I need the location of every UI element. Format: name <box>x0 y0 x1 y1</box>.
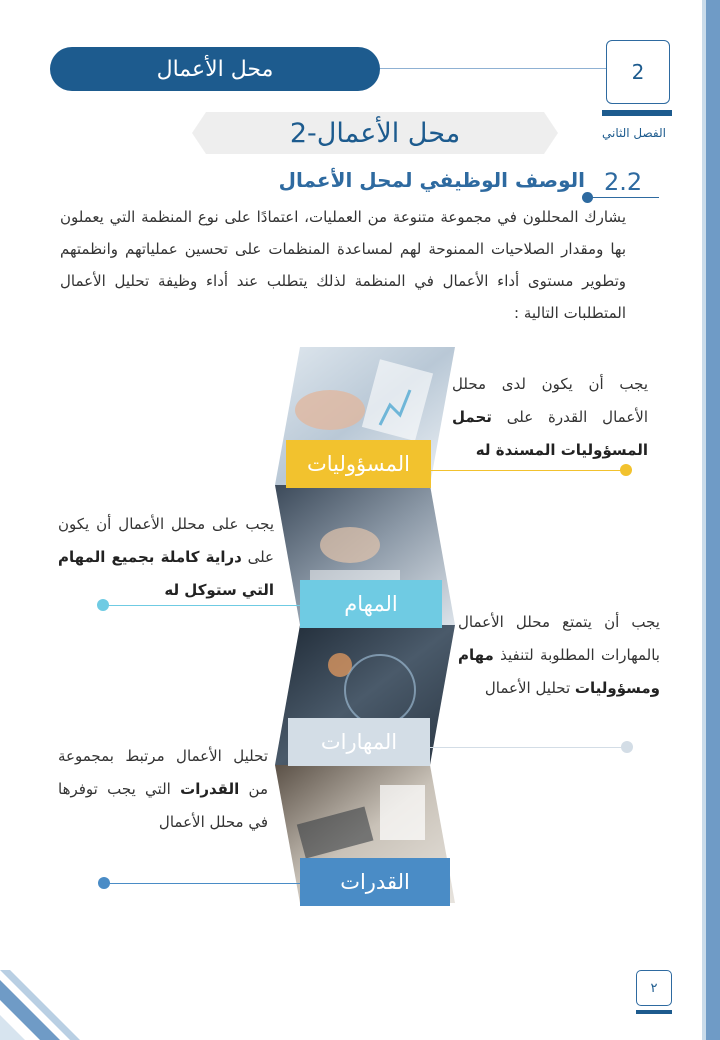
label-abilities <box>300 858 450 906</box>
label-tasks <box>300 580 442 628</box>
page-underline <box>636 1010 672 1014</box>
chapter-number-box <box>606 40 670 104</box>
item-abilities-text <box>58 740 268 839</box>
page-number: ٢ <box>650 980 658 996</box>
chapter-label: الفصل الثاني <box>602 126 666 140</box>
intro-paragraph: يشارك المحللون في مجموعة متنوعة من العمليات، اعتمادًا على نوع المنظمة التي يعملون بها ومقدار الصلاحيات الممنوحة لهم لمساعدة المنظمات على تحسين عملياتهم وانظمتهم وتطوير مستوى أداء الأعمال في المنظمة لذلك يتطلب عند أداء وظيفة تحليل الأعمال المتطلبات التالية : <box>60 208 626 322</box>
text-bold: تحمل المسؤوليات المسندة له <box>452 408 648 459</box>
label-skills-text: المهارات <box>320 730 398 754</box>
text-plain: يجب أن يكون لدى محلل الأعمال القدرة على <box>452 375 648 426</box>
page-number-box <box>636 970 672 1006</box>
text-after: التي يجب توفرها في محلل الأعمال <box>58 780 268 831</box>
item-responsibilities-text <box>452 368 648 467</box>
connector-dot-1 <box>620 464 632 476</box>
connector-line-3 <box>430 747 625 748</box>
chapter-underline <box>602 110 672 116</box>
connector-dot-4 <box>98 877 110 889</box>
text-bold: القدرات <box>180 780 240 798</box>
chapter-title-pill <box>50 47 380 91</box>
connector-line-2 <box>104 605 300 606</box>
subsection-number: 2.2 <box>604 168 643 196</box>
header-line <box>380 68 608 69</box>
label-responsibilities <box>286 440 431 488</box>
label-skills <box>288 718 430 766</box>
connector-line-4 <box>106 883 300 884</box>
connector-dot-3 <box>621 741 633 753</box>
connector-dot-2 <box>97 599 109 611</box>
label-responsibilities-text: المسؤوليات <box>306 452 410 476</box>
text-plain: تحليل الأعمال مرتبط بمجموعة من <box>58 747 268 798</box>
label-tasks-text: المهام <box>344 592 398 616</box>
chapter-title: محل الأعمال <box>156 56 274 82</box>
subsection-line <box>593 197 659 198</box>
text-plain: يجب أن يتمتع محلل الأعمال بالمهارات المطلوبة لتنفيذ <box>458 613 660 664</box>
connector-line-1 <box>430 470 625 471</box>
section-title: 2-محل الأعمال <box>289 117 461 149</box>
text-bold: مهام ومسؤوليات <box>458 646 660 697</box>
text-bold: دراية كاملة بجميع المهام التي ستوكل له <box>58 548 274 599</box>
label-abilities-text: القدرات <box>340 870 410 894</box>
item-tasks-text <box>58 508 274 607</box>
chapter-number: 2 <box>631 60 645 84</box>
text-plain: يجب على محلل الأعمال أن يكون على <box>58 515 274 566</box>
corner-decoration <box>0 960 90 1040</box>
item-skills-text <box>458 606 660 705</box>
edge-strip <box>706 0 720 1040</box>
text-after: تحليل الأعمال <box>484 679 575 697</box>
subsection-title: الوصف الوظيفي لمحل الأعمال <box>278 168 585 192</box>
